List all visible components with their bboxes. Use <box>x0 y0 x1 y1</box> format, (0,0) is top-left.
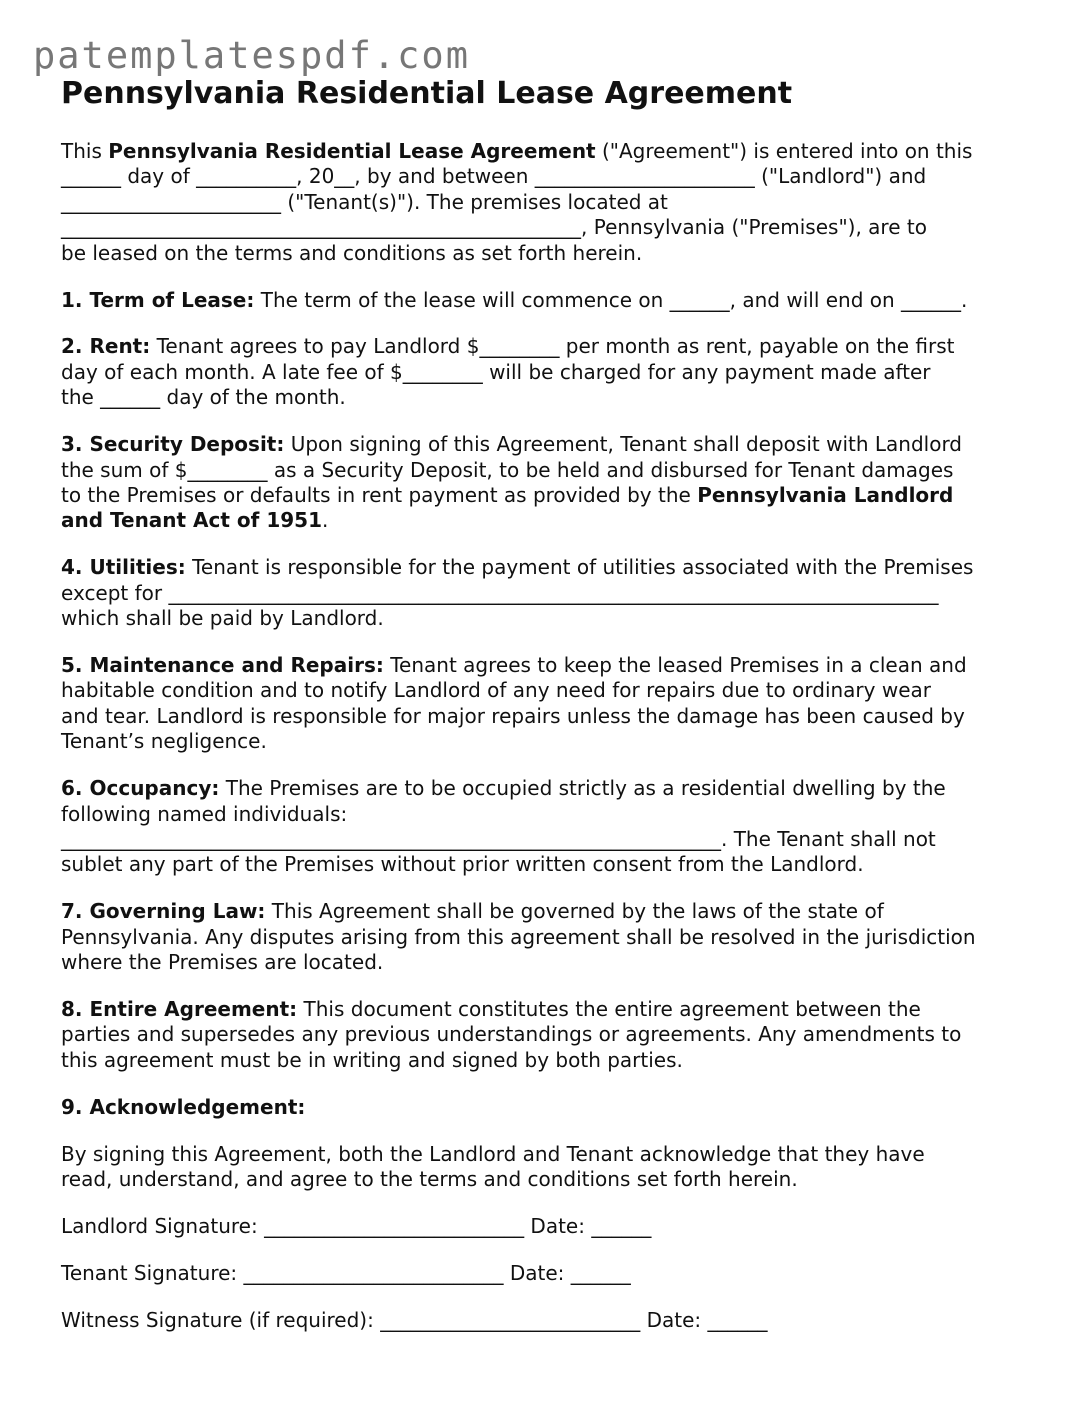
document-body <box>61 139 1036 1355</box>
section-heading: 4. Utilities: <box>61 555 186 580</box>
section-heading: 9. Acknowledgement: <box>61 1094 306 1119</box>
tenant-signature-line: Tenant Signature: __________________________ Date: ______ <box>61 1260 631 1285</box>
section-utilities: 4. Utilities: Tenant is responsible for the payment of utilities associated with the Premises except for _____________________________________________________________________________ which shall be paid by Landlord. <box>61 555 974 631</box>
intro-paragraph: This Pennsylvania Residential Lease Agreement ("Agreement") is entered into on this ______ day of __________, 20__, by and between ______________________ ("Landlord") and ______________________ ("Tenant(s)"). The premises located at ____________________________________________________, Pennsylvania ("Premises"), are to be leased on the terms and conditions as set forth herein. <box>61 139 973 265</box>
acknowledgement-text: By signing this Agreement, both the Landlord and Tenant acknowledge that they have read, understand, and agree to the terms and conditions set forth herein. <box>61 1141 925 1191</box>
section-entire-agreement: 8. Entire Agreement: This document constitutes the entire agreement between the parties and supersedes any previous understandings or agreements. Any amendments to this agreement must be in writing and signed by both parties. <box>61 996 962 1072</box>
section-occupancy: 6. Occupancy: The Premises are to be occupied strictly as a residential dwelling by the following named individuals: __________________________________________________________________. The Tenant shall not sublet any part of the Premises without prior written consent from the Landlord. <box>61 776 946 877</box>
section-governing-law: 7. Governing Law: This Agreement shall be governed by the laws of the state of Pennsylvania. Any disputes arising from this agreement shall be resolved in the jurisdiction where the Premises are located. <box>61 899 976 975</box>
section-maintenance-repairs: 5. Maintenance and Repairs: Tenant agrees to keep the leased Premises in a clean and habitable condition and to notify Landlord of any need for repairs due to ordinary wear and tear. Landlord is responsible for major repairs unless the damage has been caused by Tenant’s negligence. <box>61 653 967 754</box>
document-title: Pennsylvania Residential Lease Agreement <box>61 76 793 111</box>
section-heading: 1. Term of Lease: <box>61 287 255 312</box>
section-heading: 6. Occupancy: <box>61 776 220 801</box>
section-acknowledgement-heading <box>61 1095 1036 1120</box>
section-heading: 3. Security Deposit: <box>61 432 285 457</box>
section-term-of-lease: 1. Term of Lease: The term of the lease will commence on ______, and will end on ______. <box>61 287 968 312</box>
section-heading: 2. Rent: <box>61 334 151 359</box>
section-heading: 5. Maintenance and Repairs: <box>61 653 384 677</box>
section-rent: 2. Rent: Tenant agrees to pay Landlord $________ per month as rent, payable on the first day of each month. A late fee of $________ will be charged for any payment made after the ______ day of the month. <box>61 334 955 410</box>
act-name-bold: Pennsylvania Landlord <box>697 482 954 507</box>
act-name-bold: and Tenant Act of 1951 <box>61 508 322 533</box>
section-security-deposit: 3. Security Deposit: Upon signing of this Agreement, Tenant shall deposit with Landlord the sum of $________ as a Security Deposit, to be held and disbursed for Tenant damages to the Premises or defaults in rent payment as provided by the Pennsylvania Landlord and Tenant Act of 1951. <box>61 432 963 533</box>
agreement-name-bold: Pennsylvania Residential Lease Agreement <box>108 139 596 163</box>
section-heading: 7. Governing Law: <box>61 899 266 924</box>
witness-signature-line: Witness Signature (if required): __________________________ Date: ______ <box>61 1307 768 1332</box>
section-heading: 8. Entire Agreement: <box>61 996 298 1021</box>
watermark-text: patemplatespdf.com <box>33 34 470 77</box>
landlord-signature-line: Landlord Signature: __________________________ Date: ______ <box>61 1213 652 1238</box>
